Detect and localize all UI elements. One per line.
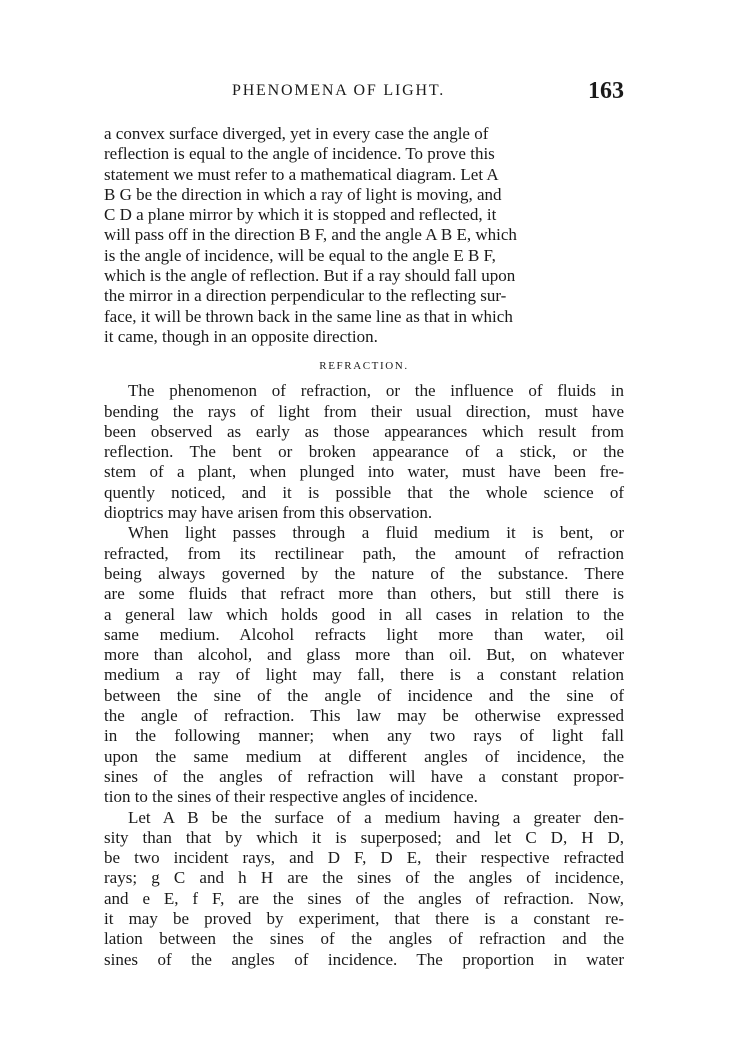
paragraph-reflection-continued [104, 124, 624, 347]
text-line: is the angle of incidence, will be equal to the angle E B F, [104, 245, 496, 265]
text-line: a convex surface diverged, yet in every case the angle of [104, 124, 489, 143]
text-line: same medium. Alcohol refracts light more than water, oil [104, 624, 624, 644]
text-line: the mirror in a direction perpendicular to the reflecting sur- [104, 286, 507, 306]
text-line: statement we must refer to a mathematical diagram. Let A [104, 164, 499, 184]
paragraph-sines-diagram [104, 808, 624, 970]
text-line: upon the same medium at different angles of incidence, the [104, 746, 624, 766]
text-line: reflection. The bent or broken appearance of a stick, or the [104, 442, 624, 462]
section-heading-refraction: REFRACTION. [319, 360, 409, 373]
text-line: being always governed by the nature of the substance. There [104, 563, 624, 583]
text-line-last: it came, though in an opposite direction. [104, 326, 378, 346]
text-line: it may be proved by experiment, that there is a constant re- [104, 908, 624, 928]
text-line-last: dioptrics may have arisen from this observation. [104, 503, 433, 523]
paragraph-refraction-law [104, 523, 624, 807]
text-line: face, it will be thrown back in the same line as that in which [104, 306, 513, 326]
text-line: When light passes through a fluid medium it is bent, or [128, 523, 624, 543]
text-line: stem of a plant, when plunged into water, must have been fre- [104, 462, 624, 482]
text-line: C D a plane mirror by which it is stopped and reflected, it [104, 205, 497, 225]
text-line: and e E, f F, are the sines of the angles of refraction. Now, [104, 888, 624, 908]
text-line: sity than that by which it is superposed; and let C D, H D, [104, 827, 624, 847]
text-line: a general law which holds good in all cases in relation to the [104, 604, 624, 624]
running-title: PHENOMENA OF LIGHT. [232, 82, 446, 99]
running-head [104, 78, 624, 110]
text-line: been observed as early as those appearances which result from [104, 421, 624, 441]
text-line: sines of the angles of incidence. The proportion in water [104, 949, 624, 969]
text-line: will pass off in the direction B F, and the angle A B E, which [104, 225, 517, 245]
text-line: medium a ray of light may fall, there is a constant relation [104, 665, 624, 685]
text-line: in the following manner; when any two rays of light fall [104, 726, 624, 746]
paragraph-refraction-intro [104, 381, 624, 523]
text-line: quently noticed, and it is possible that the whole science of [104, 482, 624, 502]
text-line: be two incident rays, and D F, D E, their respective refracted [104, 848, 624, 868]
text-line: Let A B be the surface of a medium having a greater den- [128, 807, 624, 827]
text-line: The phenomenon of refraction, or the influence of fluids in [128, 381, 624, 401]
text-line: the angle of refraction. This law may be otherwise expressed [104, 706, 624, 726]
text-line: reflection is equal to the angle of incidence. To prove this [104, 144, 495, 164]
text-line: lation between the sines of the angles of refraction and the [104, 929, 624, 949]
text-line: B G be the direction in which a ray of light is moving, and [104, 184, 502, 204]
text-line: refracted, from its rectilinear path, the amount of refraction [104, 543, 624, 563]
text-line: more than alcohol, and glass more than oil. But, on whatever [104, 645, 624, 665]
text-line: sines of the angles of refraction will have a constant propor- [104, 766, 624, 786]
text-line: between the sine of the angle of incidence and the sine of [104, 685, 624, 705]
text-line-last: tion to the sines of their respective angles of incidence. [104, 787, 478, 807]
text-line: which is the angle of reflection. But if a ray should fall upon [104, 266, 516, 286]
text-line: rays; g C and h H are the sines of the angles of incidence, [104, 868, 624, 888]
book-page [104, 78, 624, 970]
text-line: bending the rays of light from their usual direction, must have [104, 401, 624, 421]
page-number: 163 [588, 78, 624, 104]
text-line: are some fluids that refract more than others, but still there is [104, 584, 624, 604]
